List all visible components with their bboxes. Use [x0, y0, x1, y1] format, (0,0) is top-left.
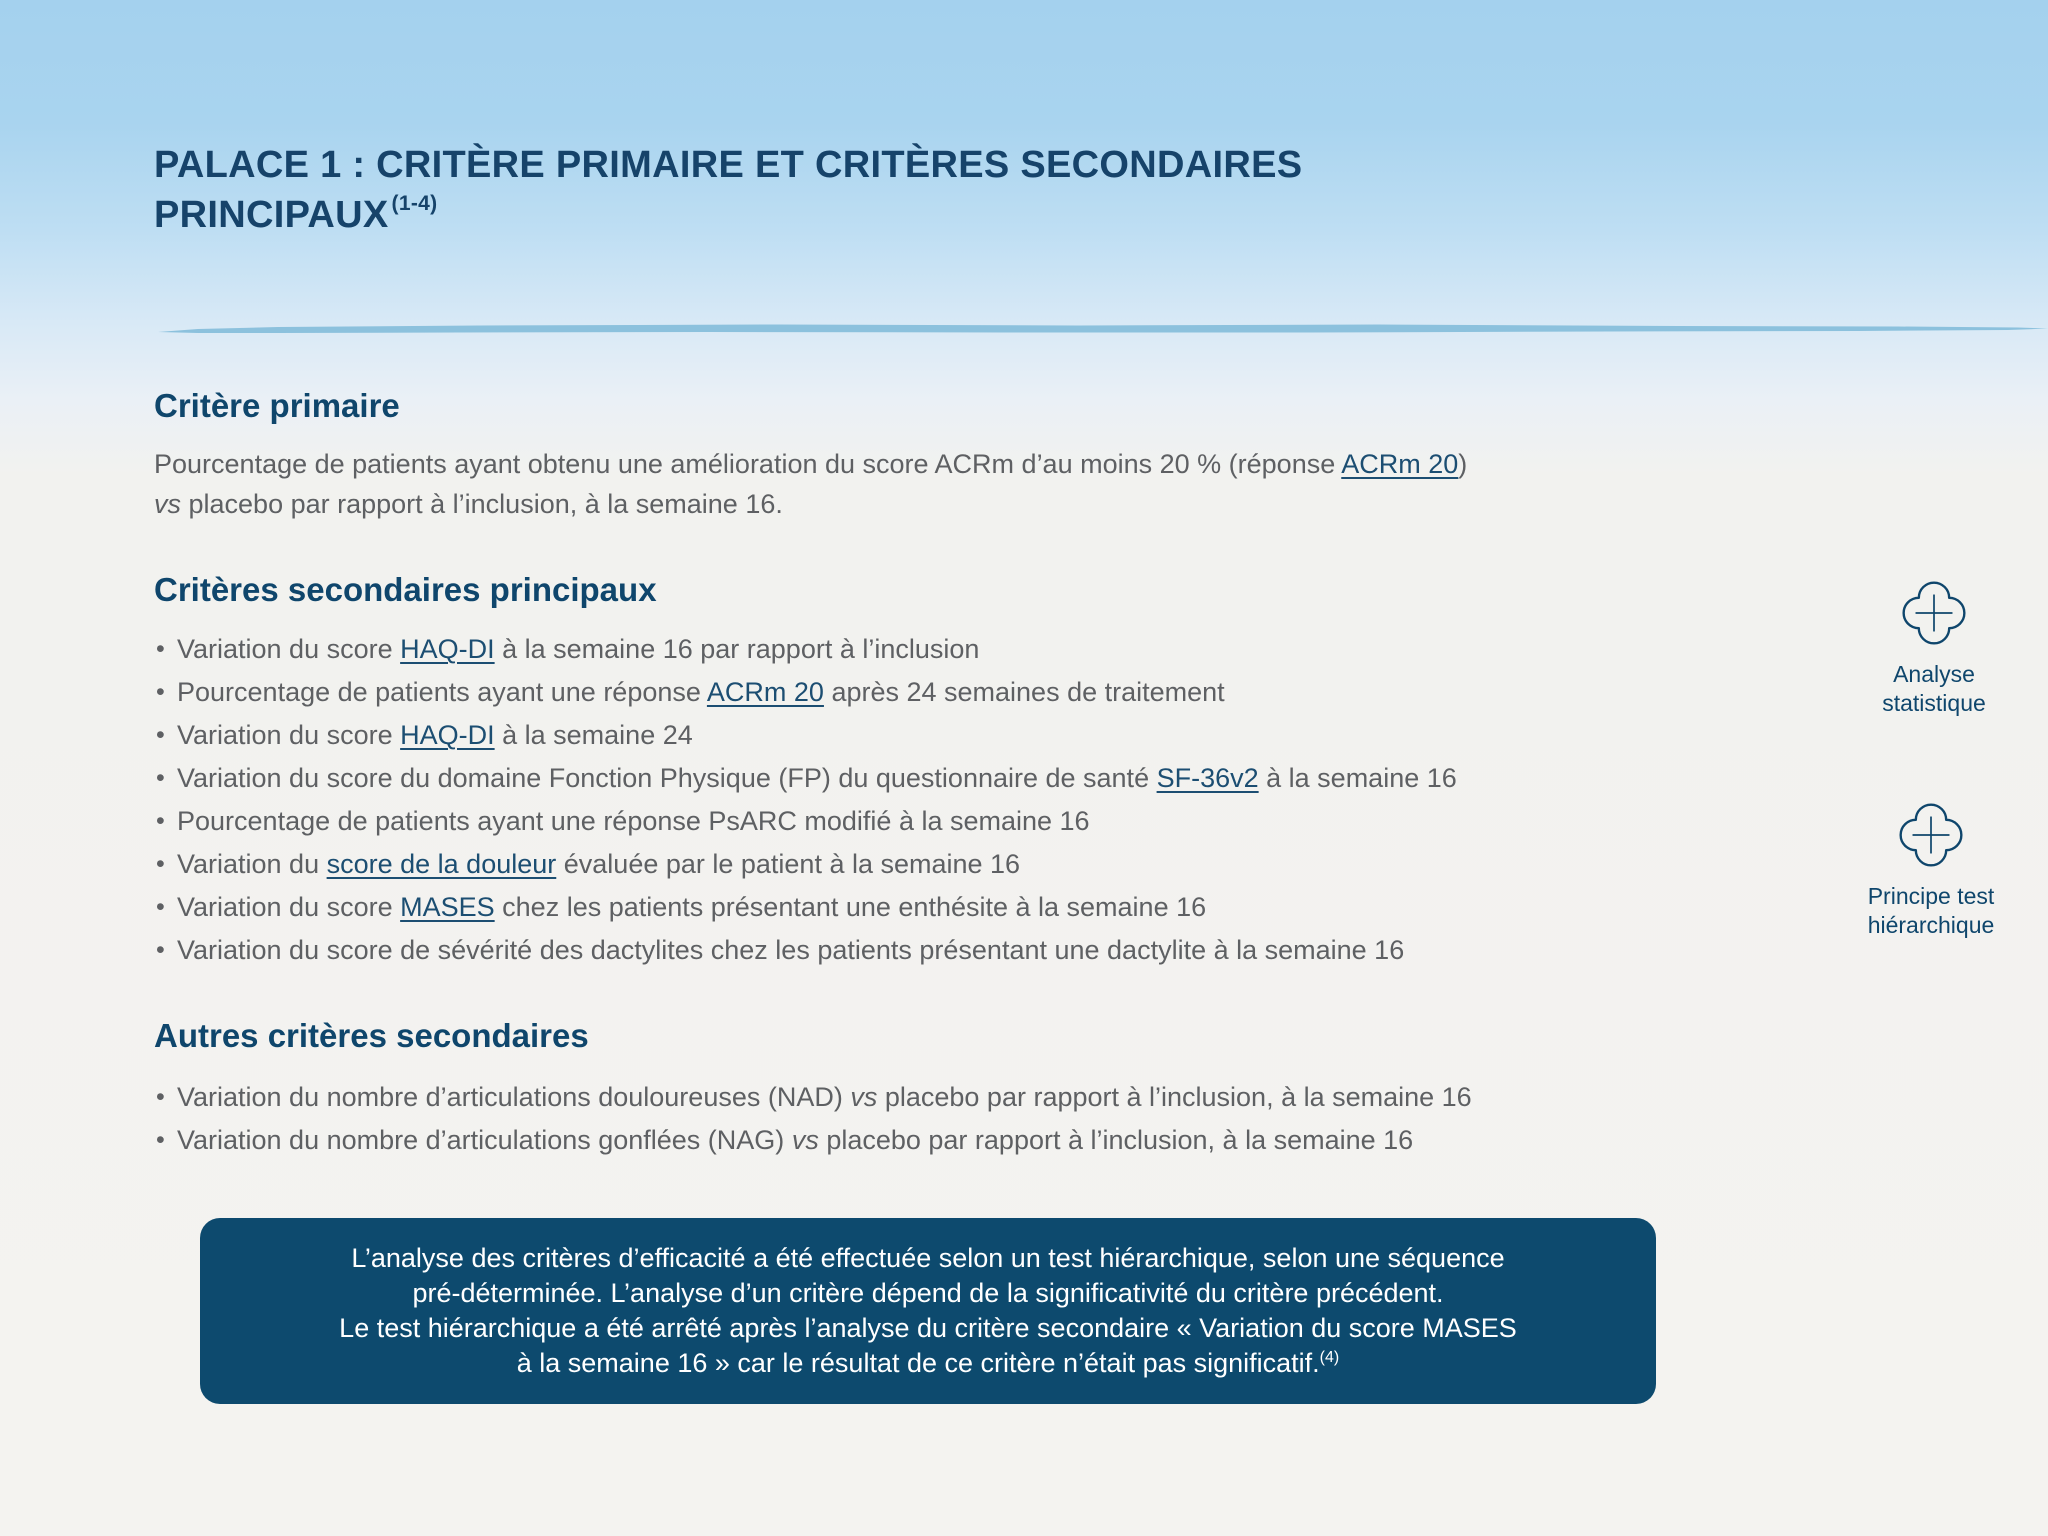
section-heading-secondary: Critères secondaires principaux [154, 571, 657, 608]
text-segment: à la semaine 16 [1258, 763, 1457, 793]
page-title-text: PALACE 1 : CRITÈRE PRIMAIRE ET CRITÈRES SECONDAIRES PRINCIPAUX [154, 144, 1303, 236]
primary-criterion-description [154, 444, 1714, 524]
secondary-criteria-list [154, 628, 1804, 972]
text-segment: Pourcentage de patients ayant une réponse [177, 677, 707, 707]
text-segment: vs [791, 1125, 819, 1155]
sidebar-hierarchy-label: Principe test hiérarchique [1867, 883, 1995, 938]
page-title-superscript: (1-4) [391, 192, 438, 216]
text-segment: chez les patients présentant une enthésite à la semaine 16 [494, 892, 1207, 922]
text-segment: Variation du score [177, 720, 401, 750]
text-segment: Pourcentage de patients ayant obtenu une amélioration du score ACRm d’au moins 20 % (réponse [154, 449, 1342, 479]
text-segment: placebo par rapport à l’inclusion, à la semaine 16 [818, 1125, 1414, 1155]
sidebar-item-hierarchical-test[interactable] [1839, 802, 2023, 940]
brush-divider [158, 320, 2048, 338]
text-segment: après 24 semaines de traitement [823, 677, 1225, 707]
text-segment: Variation du score [177, 892, 401, 922]
reference-superscript: (4) [1319, 1349, 1340, 1366]
text-segment: placebo par rapport à l’inclusion, à la semaine 16. [181, 489, 783, 519]
sidebar-item-statistical-analysis[interactable] [1842, 580, 2026, 718]
text-segment: Pourcentage de patients ayant une réponse PsARC modifié à la semaine 16 [177, 806, 1090, 836]
text-segment: Variation du nombre d’articulations gonflées (NAG) [177, 1125, 792, 1155]
page-title [154, 140, 1484, 240]
text-segment: ) [1458, 449, 1468, 479]
text-segment: Variation du score [177, 634, 401, 664]
criteria-link[interactable]: ACRm 20 [706, 677, 824, 707]
text-segment: vs [850, 1082, 878, 1112]
list-item [154, 757, 1804, 800]
other-criteria-list [154, 1076, 1804, 1162]
text-segment: à la semaine 16 par rapport à l’inclusion [494, 634, 980, 664]
criteria-link[interactable]: SF-36v2 [1156, 763, 1259, 793]
list-item [154, 714, 1804, 757]
quatrefoil-plus-icon [1901, 580, 1967, 646]
criteria-link[interactable]: HAQ-DI [400, 634, 495, 664]
text-segment: Variation du [177, 849, 327, 879]
criteria-link[interactable]: HAQ-DI [400, 720, 495, 750]
section-heading-primary: Critère primaire [154, 387, 400, 424]
criteria-link[interactable]: MASES [400, 892, 495, 922]
text-segment: Variation du score de sévérité des dactylites chez les patients présentant une dactylite à la semaine 16 [177, 935, 1405, 965]
list-item [154, 1076, 1804, 1119]
sidebar-analysis-label: Analyse statistique [1882, 661, 1986, 716]
text-segment: Variation du nombre d’articulations douloureuses (NAD) [177, 1082, 851, 1112]
text-segment: Variation du score du domaine Fonction Physique (FP) du questionnaire de santé [177, 763, 1157, 793]
text-segment: à la semaine 24 [494, 720, 693, 750]
criteria-link[interactable]: ACRm 20 [1341, 449, 1459, 479]
text-segment: évaluée par le patient à la semaine 16 [556, 849, 1021, 879]
list-item [154, 1119, 1804, 1162]
text-segment: vs [154, 489, 181, 519]
text-segment: placebo par rapport à l’inclusion, à la semaine 16 [877, 1082, 1472, 1112]
info-box [200, 1218, 1656, 1404]
list-item [154, 929, 1804, 972]
list-item [154, 843, 1804, 886]
list-item [154, 800, 1804, 843]
section-heading-other: Autres critères secondaires [154, 1017, 589, 1054]
list-item [154, 886, 1804, 929]
criteria-link[interactable]: score de la douleur [326, 849, 557, 879]
quatrefoil-plus-icon [1898, 802, 1964, 868]
info-box-text: L’analyse des critères d’efficacité a été effectuée selon un test hiérarchique, selon une séquence pré-déterminée. L’analyse d’un critère dépend de la significativité du critère précédent. Le test hiérarchique a été arrêté après l’analyse du critère secondaire « Variation du score MASES à la semaine 16 » car le résultat de ce critère n’était pas significatif.$^{(4)}$ [339, 1243, 1517, 1378]
list-item [154, 671, 1804, 714]
list-item [154, 628, 1804, 671]
